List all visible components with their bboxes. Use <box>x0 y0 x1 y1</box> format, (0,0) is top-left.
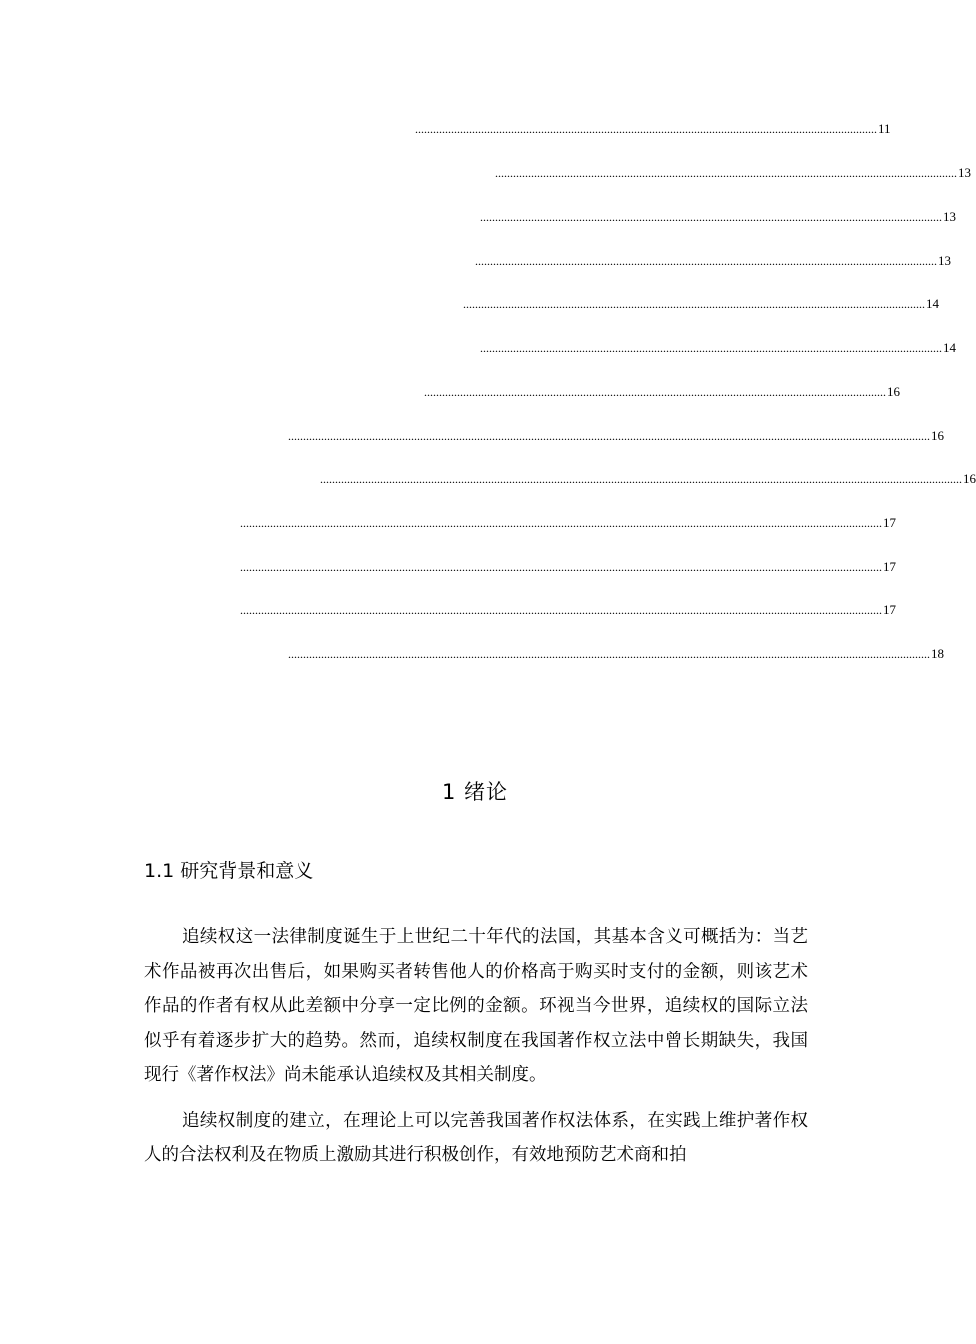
paragraph: 追续权这一法律制度诞生于上世纪二十年代的法国，其基本含义可概括为：当艺术作品被再次出售后，如果购买者转售他人的价格高于购买时支付的金额，则该艺术作品的作者有权从此差额中分享一定比例的金额。环视当今世界，追续权的国际立法似乎有着逐步扩大的趋势。然而，追续权制度在我国著作权立法中曾长期缺失，我国现行《著作权法》尚未能承认追续权及其相关制度。 <box>144 927 808 1085</box>
toc-page-number: 17 <box>883 515 896 530</box>
body-text <box>144 920 808 1184</box>
toc-leader-dots: .......................................................................................................................................................... <box>463 297 925 311</box>
toc-leader-dots: .......................................................................................................................................................... <box>480 341 942 355</box>
toc-entry[interactable] <box>495 165 971 181</box>
toc-leader-dots: ...................................................................................................................................................................................................................... <box>288 429 930 443</box>
paragraph: 追续权制度的建立，在理论上可以完善我国著作权法体系，在实践上维护著作权人的合法权利及在物质上激励其进行积极创作，有效地预防艺术商和拍 <box>144 1110 808 1165</box>
toc-page-number: 16 <box>963 471 976 486</box>
chapter-title: 1 绪论 <box>441 780 509 804</box>
toc-entry[interactable] <box>463 296 939 312</box>
toc-entry[interactable] <box>415 121 891 137</box>
toc-leader-dots: .......................................................................................................................................................... <box>475 254 937 268</box>
toc-leader-dots: ...................................................................................................................................................................................................................... <box>240 603 882 617</box>
toc-leader-dots: .......................................................................................................................................................... <box>415 122 877 136</box>
toc-entry[interactable] <box>480 340 956 356</box>
section-title: 1.1 研究背景和意义 <box>144 860 314 882</box>
toc-leader-dots: ...................................................................................................................................................................................................................... <box>288 647 930 661</box>
toc-entry[interactable] <box>320 471 976 487</box>
toc-leader-dots: .......................................................................................................................................................... <box>495 166 957 180</box>
toc-page-number: 16 <box>887 384 900 399</box>
toc-page-number: 17 <box>883 559 896 574</box>
toc-leader-dots: .......................................................................................................................................................... <box>480 210 942 224</box>
toc-page-number: 18 <box>931 646 944 661</box>
toc-page-number: 11 <box>878 121 891 136</box>
toc-page-number: 14 <box>926 296 939 311</box>
toc-page-number: 13 <box>938 253 951 268</box>
toc-leader-dots: ...................................................................................................................................................................................................................... <box>240 560 882 574</box>
toc-entry[interactable] <box>288 646 944 662</box>
toc-leader-dots: ...................................................................................................................................................................................................................... <box>240 516 882 530</box>
toc-entry[interactable] <box>475 253 951 269</box>
toc-page-number: 14 <box>943 340 956 355</box>
toc-entry[interactable] <box>240 602 896 618</box>
toc-page-number: 13 <box>943 209 956 224</box>
toc-page-number: 16 <box>931 428 944 443</box>
toc-entry[interactable] <box>240 559 896 575</box>
toc-page-number: 17 <box>883 602 896 617</box>
toc-entry[interactable] <box>240 515 896 531</box>
toc-entry[interactable] <box>424 384 900 400</box>
toc-entry[interactable] <box>480 209 956 225</box>
toc-leader-dots: ...................................................................................................................................................................................................................... <box>320 472 962 486</box>
toc-entry[interactable] <box>288 428 944 444</box>
toc-page-number: 13 <box>958 165 971 180</box>
toc-leader-dots: .......................................................................................................................................................... <box>424 385 886 399</box>
